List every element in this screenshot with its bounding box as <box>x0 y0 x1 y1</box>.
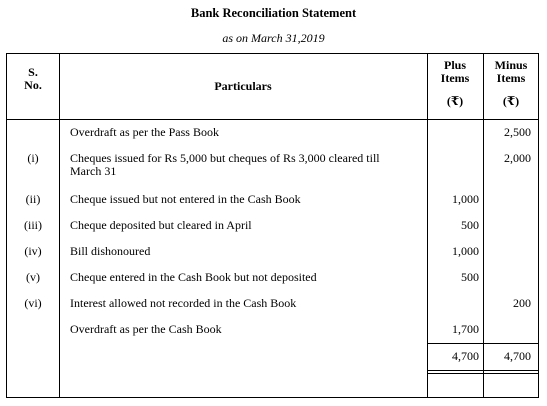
row-sno: (ii) <box>25 192 41 206</box>
row-sno: (v) <box>26 270 40 284</box>
statement-title: Bank Reconciliation Statement <box>190 6 357 20</box>
row-minus: 2,500 <box>504 125 531 139</box>
row-particular: Cheque entered in the Cash Book but not deposited <box>70 270 317 284</box>
header-sno-line2: No. <box>24 78 42 92</box>
totals-top-rule <box>427 343 538 344</box>
row-particular: Overdraft as per the Cash Book <box>70 322 222 336</box>
row-plus: 1,700 <box>452 322 479 336</box>
header-plus-items <box>427 59 483 108</box>
row-sno: (i) <box>27 151 39 165</box>
totals-double-rule <box>427 373 538 374</box>
totals-bottom-rule <box>427 370 538 371</box>
header-minus-line1: Minus <box>494 58 528 72</box>
row-particular-line1: Cheques issued for Rs 5,000 but cheques of Rs 3,000 cleared till <box>70 151 380 165</box>
row-sno: (iv) <box>24 244 42 258</box>
header-minus-items <box>483 59 539 108</box>
row-particular: Bill dishonoured <box>70 244 151 258</box>
row-plus: 500 <box>461 218 479 232</box>
header-divider <box>7 119 538 120</box>
row-sno: (iii) <box>24 218 42 232</box>
column-divider <box>59 54 60 397</box>
header-sno-line1: S. <box>28 65 38 79</box>
header-sno <box>7 66 59 92</box>
statement-date: as on March 31,2019 <box>222 31 325 45</box>
reconciliation-table <box>6 53 539 398</box>
header-plus-currency: (₹) <box>446 94 464 108</box>
row-plus: 1,000 <box>452 244 479 258</box>
row-plus: 500 <box>461 270 479 284</box>
header-plus-line2: Items <box>440 71 470 85</box>
row-particular: Cheque deposited but cleared in April <box>70 218 252 232</box>
header-particulars: Particulars <box>214 79 272 93</box>
header-minus-currency: (₹) <box>502 94 520 108</box>
row-particular: Interest allowed not recorded in the Cash Book <box>70 296 297 310</box>
total-minus: 4,700 <box>504 349 531 363</box>
row-sno: (vi) <box>24 296 42 310</box>
row-minus: 2,000 <box>504 151 531 165</box>
row-particular <box>70 152 420 178</box>
header-plus-line1: Plus <box>443 58 466 72</box>
row-particular: Cheque issued but not entered in the Cash Book <box>70 192 301 206</box>
total-plus: 4,700 <box>452 349 479 363</box>
row-particular-line2: March 31 <box>70 164 117 178</box>
header-minus-line2: Items <box>496 71 526 85</box>
row-plus: 1,000 <box>452 192 479 206</box>
row-minus: 200 <box>513 296 531 310</box>
row-particular: Overdraft as per the Pass Book <box>70 125 219 139</box>
